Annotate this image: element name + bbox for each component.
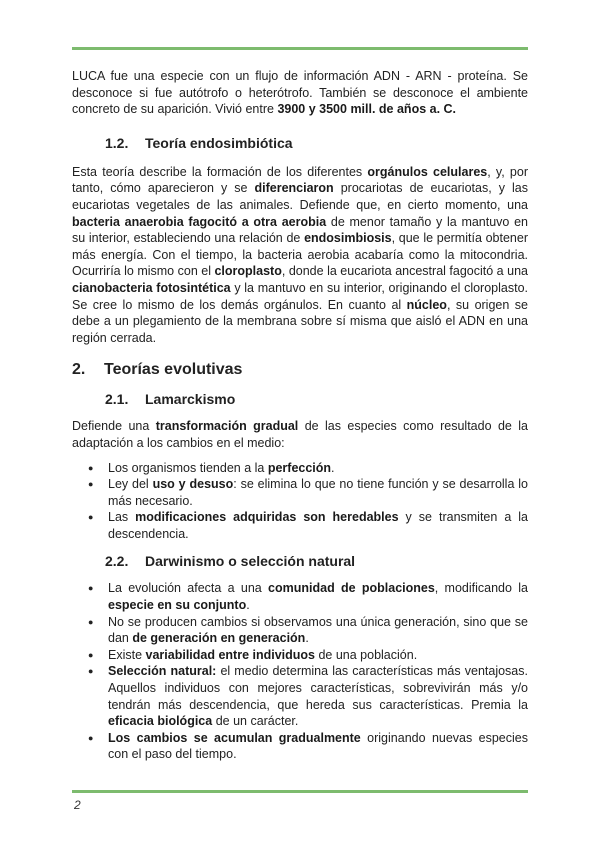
- lamarckism-list: [72, 460, 528, 543]
- darwinism-list: [72, 580, 528, 763]
- intro-paragraph: LUCA fue una especie con un flujo de información ADN - ARN - proteína. Se desconoce si fue autótrofo o heterótrofo. También se desconoce el ambiente concreto de su aparición. Vivió entre 3900 y 3500 mill. de años a. C.: [72, 69, 528, 117]
- list-item: ● Ley del uso y desuso: se elimina lo que no tiene función y se desarrolla lo más necesario.: [72, 476, 528, 509]
- list-item: ● La evolución afecta a una comunidad de poblaciones, modificando la especie en su conjunto.: [72, 580, 528, 613]
- list-item: ● Selección natural: el medio determina las características más ventajosas. Aquellos individuos con mejores características, sobrevivirán más y/o tendrán más descendencia, que hereda sus características. Premia la eficacia biológica de un carácter.: [72, 663, 528, 729]
- section-1-2-heading: 1.2. Teoría endosimbiótica: [105, 134, 293, 151]
- list-item: ● No se producen cambios si observamos una única generación, sino que se dan de generación en generación.: [72, 614, 528, 647]
- list-item: ● Los cambios se acumulan gradualmente originando nuevas especies con el paso del tiempo.: [72, 730, 528, 763]
- list-item: ● Las modificaciones adquiridas son heredables y se transmiten a la descendencia.: [72, 509, 528, 542]
- page-number: 2: [74, 798, 81, 812]
- section-2-2-heading: 2.2. Darwinismo o selección natural: [105, 553, 356, 570]
- header-rule: [72, 47, 528, 50]
- endosymbiotic-paragraph: Esta teoría describe la formación de los diferentes orgánulos celulares, y, por tanto, cómo aparecieron y se diferenciaron procariotas de eucariotas, y las eucariotas vegetales de las animales. Defiende que, en cierto momento, una bacteria anaerobia fagocitó a otra aerobia de menor tamaño y la mantuvo en su interior, estableciendo una relación de endosimbiosis, que le permitía obtener más energía. Con el tiempo, la bacteria aerobia acabaría como la mitocondria. Ocurriría lo mismo con el cloroplasto, donde la eucariota ancestral fagocitó a una cianobacteria fotosintética y la mantuvo en su interior, originando el cloroplasto. Se cree lo mismo de los demás orgánulos. En cuanto al núcleo, su origen se debe a un plegamiento de la membrana sobre sí misma que aisló el ADN en una región cerrada.: [72, 164, 529, 345]
- page-body: [72, 68, 528, 763]
- footer-rule: [72, 790, 528, 793]
- list-item: ● Existe variabilidad entre individuos de una población.: [72, 647, 528, 664]
- section-2-heading: 2. Teorías evolutivas: [72, 361, 243, 379]
- section-2-1-heading: 2.1. Lamarckismo: [105, 391, 236, 408]
- lamarckism-paragraph: Defiende una transformación gradual de las especies como resultado de la adaptación a los cambios en el medio:: [72, 419, 528, 450]
- list-item: ● Los organismos tienden a la perfección.: [72, 460, 528, 477]
